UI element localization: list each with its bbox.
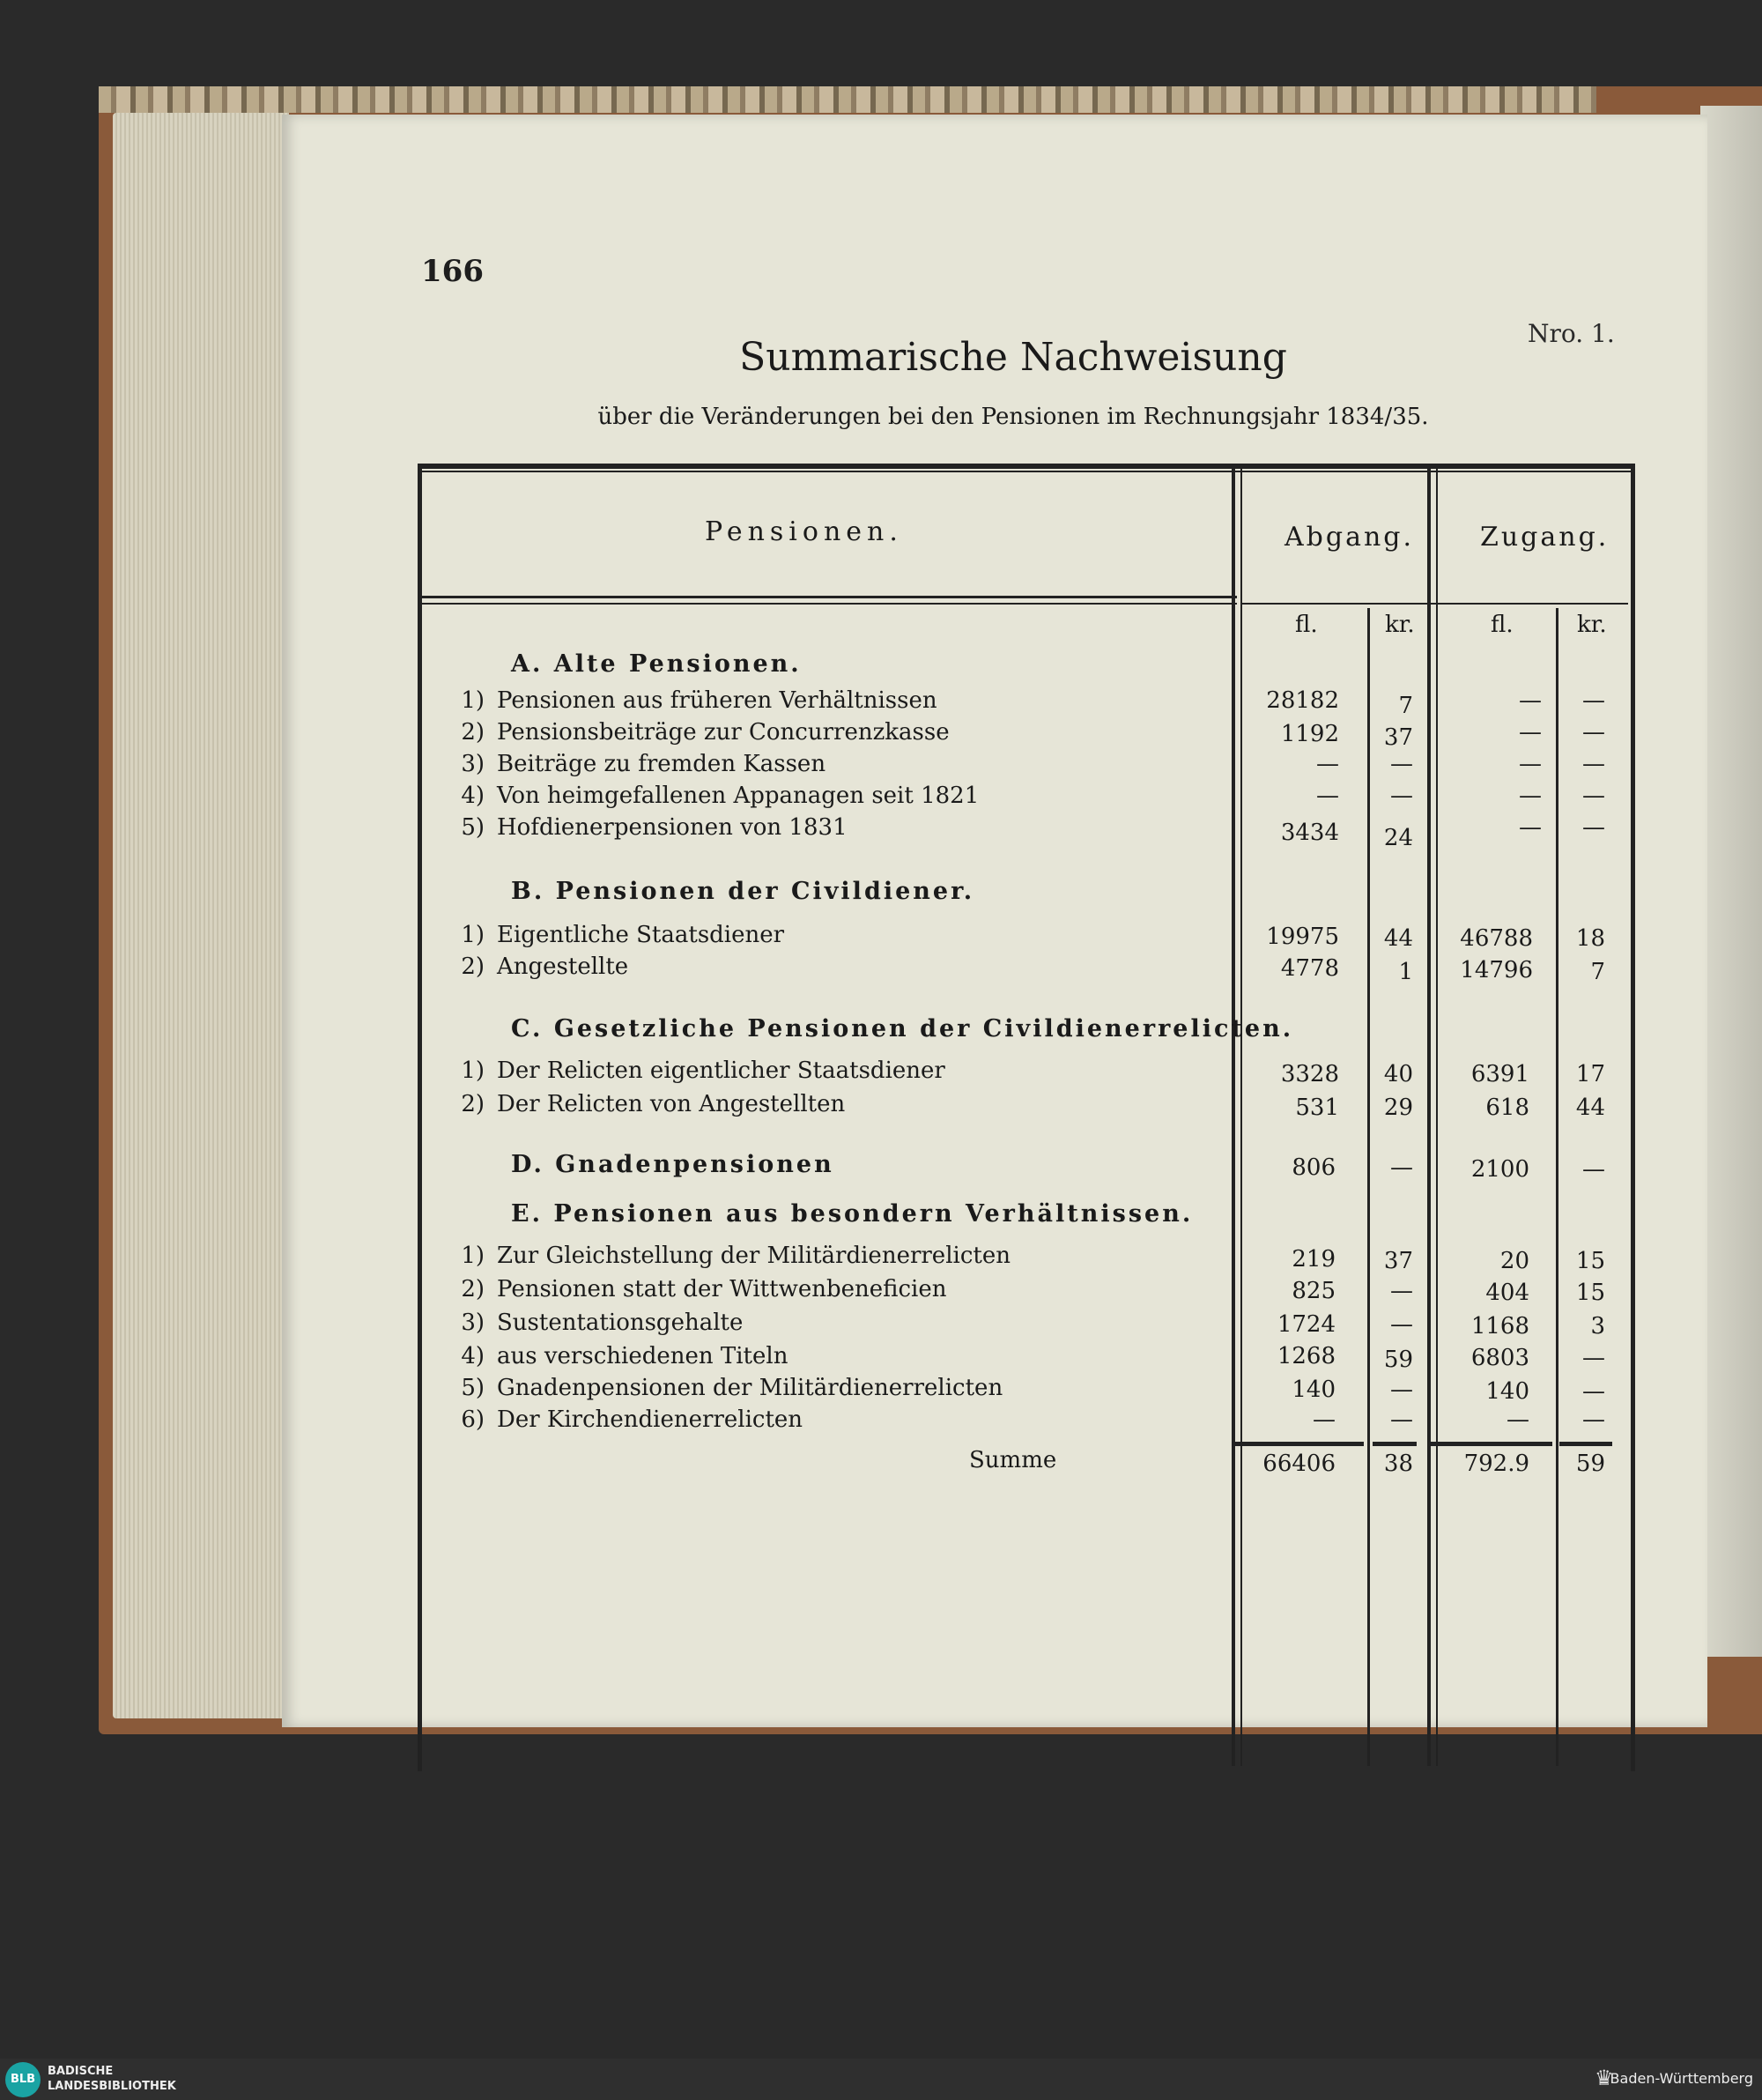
header-rule [418,603,1237,605]
unit-zugang-fl: fl. [1491,612,1514,638]
value-zugang-fl: 1168 [1470,1313,1529,1339]
coat-of-arms-icon: ♛ [1595,2066,1614,2090]
value-abgang-fl: — [1316,751,1339,777]
table-row [440,687,1612,719]
table-row [440,1343,1612,1375]
footer-bar [0,2059,1762,2100]
row-label: Sustentationsgehalte [497,1310,744,1336]
row-number: 1) [461,1057,485,1084]
section-title: D. Gnadenpensionen [511,1151,834,1178]
header-rule [418,596,1237,598]
row-label: Zur Gleichstellung der Militärdienerrelicten [497,1243,1011,1269]
row-number: 4) [461,783,485,809]
blb-line-1: BADISCHE [48,2065,114,2078]
table-row [440,922,1612,954]
value-abgang-kr: — [1390,1311,1413,1338]
table-row [440,1375,1612,1406]
value-zugang-fl: — [1519,783,1542,809]
row-label: Der Kirchendienerrelicten [497,1406,803,1433]
page-number: 166 [421,254,484,289]
value-zugang-kr: 18 [1575,925,1605,952]
unit-abgang-fl: fl. [1295,612,1318,638]
value-abgang-kr: 44 [1383,925,1413,952]
value-zugang-kr: 15 [1575,1280,1605,1306]
value-zugang-fl: 140 [1485,1378,1529,1405]
bw-wordmark[interactable]: Baden-Württemberg [1610,2070,1753,2087]
sum-label: Summe [969,1447,1057,1473]
value-zugang-kr: 3 [1590,1313,1605,1339]
value-zugang-kr: — [1582,687,1605,714]
value-abgang-fl: 4778 [1280,955,1339,982]
row-number: 2) [461,719,485,746]
table-row [440,1057,1612,1089]
row-number: 5) [461,1375,485,1401]
value-abgang-fl: 219 [1292,1246,1336,1273]
row-number: 2) [461,1091,485,1117]
page-subtitle: über die Veränderungen bei den Pensionen im Rechnungsjahr 1834/35. [597,404,1429,430]
row-label: Pensionsbeiträge zur Concurrenzkasse [497,719,950,746]
table-row [440,1310,1612,1341]
value-abgang-kr: 37 [1383,724,1413,751]
table-row [440,1276,1612,1308]
table-row [440,783,1612,814]
value-abgang-kr: 1 [1398,959,1413,985]
row-label: Der Relicten von Angestellten [497,1091,846,1117]
row-number: 3) [461,1310,485,1336]
value-zugang-fl: 14796 [1460,957,1533,983]
row-number: 3) [461,751,485,777]
value-abgang-kr: — [1390,1377,1413,1403]
header-rule [1240,603,1628,605]
value-abgang-fl: 531 [1295,1095,1339,1121]
value-zugang-kr: 17 [1575,1061,1605,1087]
sum-abgang-kr: 38 [1383,1451,1413,1477]
value-zugang-kr: — [1582,1378,1605,1405]
value-zugang-kr: — [1582,783,1605,809]
table-row [440,1406,1612,1438]
sum-abgang-fl: 66406 [1262,1451,1336,1477]
value-abgang-fl: — [1316,783,1339,809]
section-title: E. Pensionen aus besondern Verhältnissen. [511,1200,1194,1228]
blb-wordmark[interactable] [48,2064,176,2094]
value-zugang-kr: — [1582,1406,1605,1433]
value-abgang-kr: — [1390,1278,1413,1304]
value-abgang-kr: — [1390,1154,1413,1181]
table-row [440,1243,1612,1274]
sum-rule [1235,1442,1364,1446]
table-row [440,814,1612,846]
table-row [440,954,1612,985]
row-label: Von heimgefallenen Appanagen seit 1821 [497,783,980,809]
value-abgang-fl: 3434 [1280,820,1339,846]
table-row [440,1091,1612,1123]
sum-rule [1431,1442,1552,1446]
value-zugang-kr: — [1582,1345,1605,1371]
value-abgang-kr: 24 [1383,825,1413,851]
value-abgang-kr: 40 [1383,1061,1413,1087]
value-abgang-fl: 3328 [1280,1061,1339,1087]
value-abgang-kr: 29 [1383,1095,1413,1121]
value-abgang-kr: — [1390,751,1413,777]
table-row [440,751,1612,783]
value-abgang-kr: — [1390,1406,1413,1433]
marbled-edge [99,86,1596,113]
value-zugang-fl: 618 [1485,1095,1529,1121]
value-abgang-fl: 1724 [1277,1311,1336,1338]
value-zugang-fl: 6803 [1470,1345,1529,1371]
header-pensionen: Pensionen. [705,516,903,547]
row-number: 2) [461,1276,485,1302]
row-label: Pensionen aus früheren Verhältnissen [497,687,937,714]
sum-rule [1559,1442,1612,1446]
value-zugang-fl: — [1519,687,1542,714]
row-label: Eigentliche Staatsdiener [497,922,785,948]
value-zugang-fl: 46788 [1460,925,1533,952]
row-label: Hofdienerpensionen von 1831 [497,814,848,841]
section-title: A. Alte Pensionen. [511,650,802,678]
row-number: 2) [461,954,485,980]
header-rule [418,471,1631,472]
value-zugang-kr: — [1582,1156,1605,1183]
value-zugang-fl: 20 [1499,1248,1529,1274]
value-zugang-fl: — [1519,751,1542,777]
table-row [440,719,1612,751]
page-edges [113,113,289,1718]
row-number: 6) [461,1406,485,1433]
unit-abgang-kr: kr. [1385,612,1415,638]
row-number: 4) [461,1343,485,1369]
facing-page-edge [1700,106,1762,1657]
sum-rule [1373,1442,1417,1446]
value-abgang-fl: 28182 [1266,687,1339,714]
value-abgang-fl: — [1313,1406,1336,1433]
value-abgang-fl: 806 [1292,1154,1336,1181]
row-label: Der Relicten eigentlicher Staatsdiener [497,1057,945,1084]
value-zugang-kr: 44 [1575,1095,1605,1121]
row-number: 1) [461,1243,485,1269]
row-number: 1) [461,922,485,948]
value-abgang-kr: — [1390,783,1413,809]
value-zugang-fl: — [1519,719,1542,746]
value-abgang-fl: 1268 [1277,1343,1336,1369]
value-abgang-kr: 37 [1383,1248,1413,1274]
row-label: Gnadenpensionen der Militärdienerrelicten [497,1375,1003,1401]
value-abgang-fl: 19975 [1266,924,1339,950]
value-zugang-kr: 7 [1590,959,1605,985]
row-label: Angestellte [497,954,629,980]
value-zugang-fl: 404 [1485,1280,1529,1306]
sum-zugang-kr: 59 [1575,1451,1605,1477]
sum-zugang-fl: 792.9 [1463,1451,1529,1477]
header-zugang: Zugang. [1480,522,1610,553]
value-zugang-fl: 2100 [1470,1156,1529,1183]
document-number: Nro. 1. [1528,319,1615,348]
row-label: Pensionen statt der Wittwenbeneficien [497,1276,947,1302]
value-zugang-fl: 6391 [1470,1061,1529,1087]
value-zugang-kr: — [1582,751,1605,777]
value-abgang-fl: 1192 [1280,721,1339,747]
section-title: C. Gesetzliche Pensionen der Civildienerrelicten. [511,1015,1294,1043]
value-abgang-kr: 59 [1383,1347,1413,1373]
header-abgang: Abgang. [1284,522,1415,553]
row-number: 1) [461,687,485,714]
row-number: 5) [461,814,485,841]
value-abgang-kr: 7 [1398,693,1413,719]
section-title: B. Pensionen der Civildiener. [511,878,975,905]
unit-zugang-kr: kr. [1577,612,1607,638]
row-label: Beiträge zu fremden Kassen [497,751,826,777]
value-zugang-kr: — [1582,719,1605,746]
value-zugang-fl: — [1519,814,1542,841]
value-abgang-fl: 825 [1292,1278,1336,1304]
value-zugang-kr: — [1582,814,1605,841]
blb-line-2: LANDESBIBLIOTHEK [48,2080,176,2093]
value-zugang-kr: 15 [1575,1248,1605,1274]
page-title: Summarische Nachweisung [739,335,1287,380]
blb-logo-icon[interactable]: BLB [5,2062,41,2097]
row-label: aus verschiedenen Titeln [497,1343,788,1369]
value-zugang-fl: — [1507,1406,1529,1433]
value-abgang-fl: 140 [1292,1377,1336,1403]
